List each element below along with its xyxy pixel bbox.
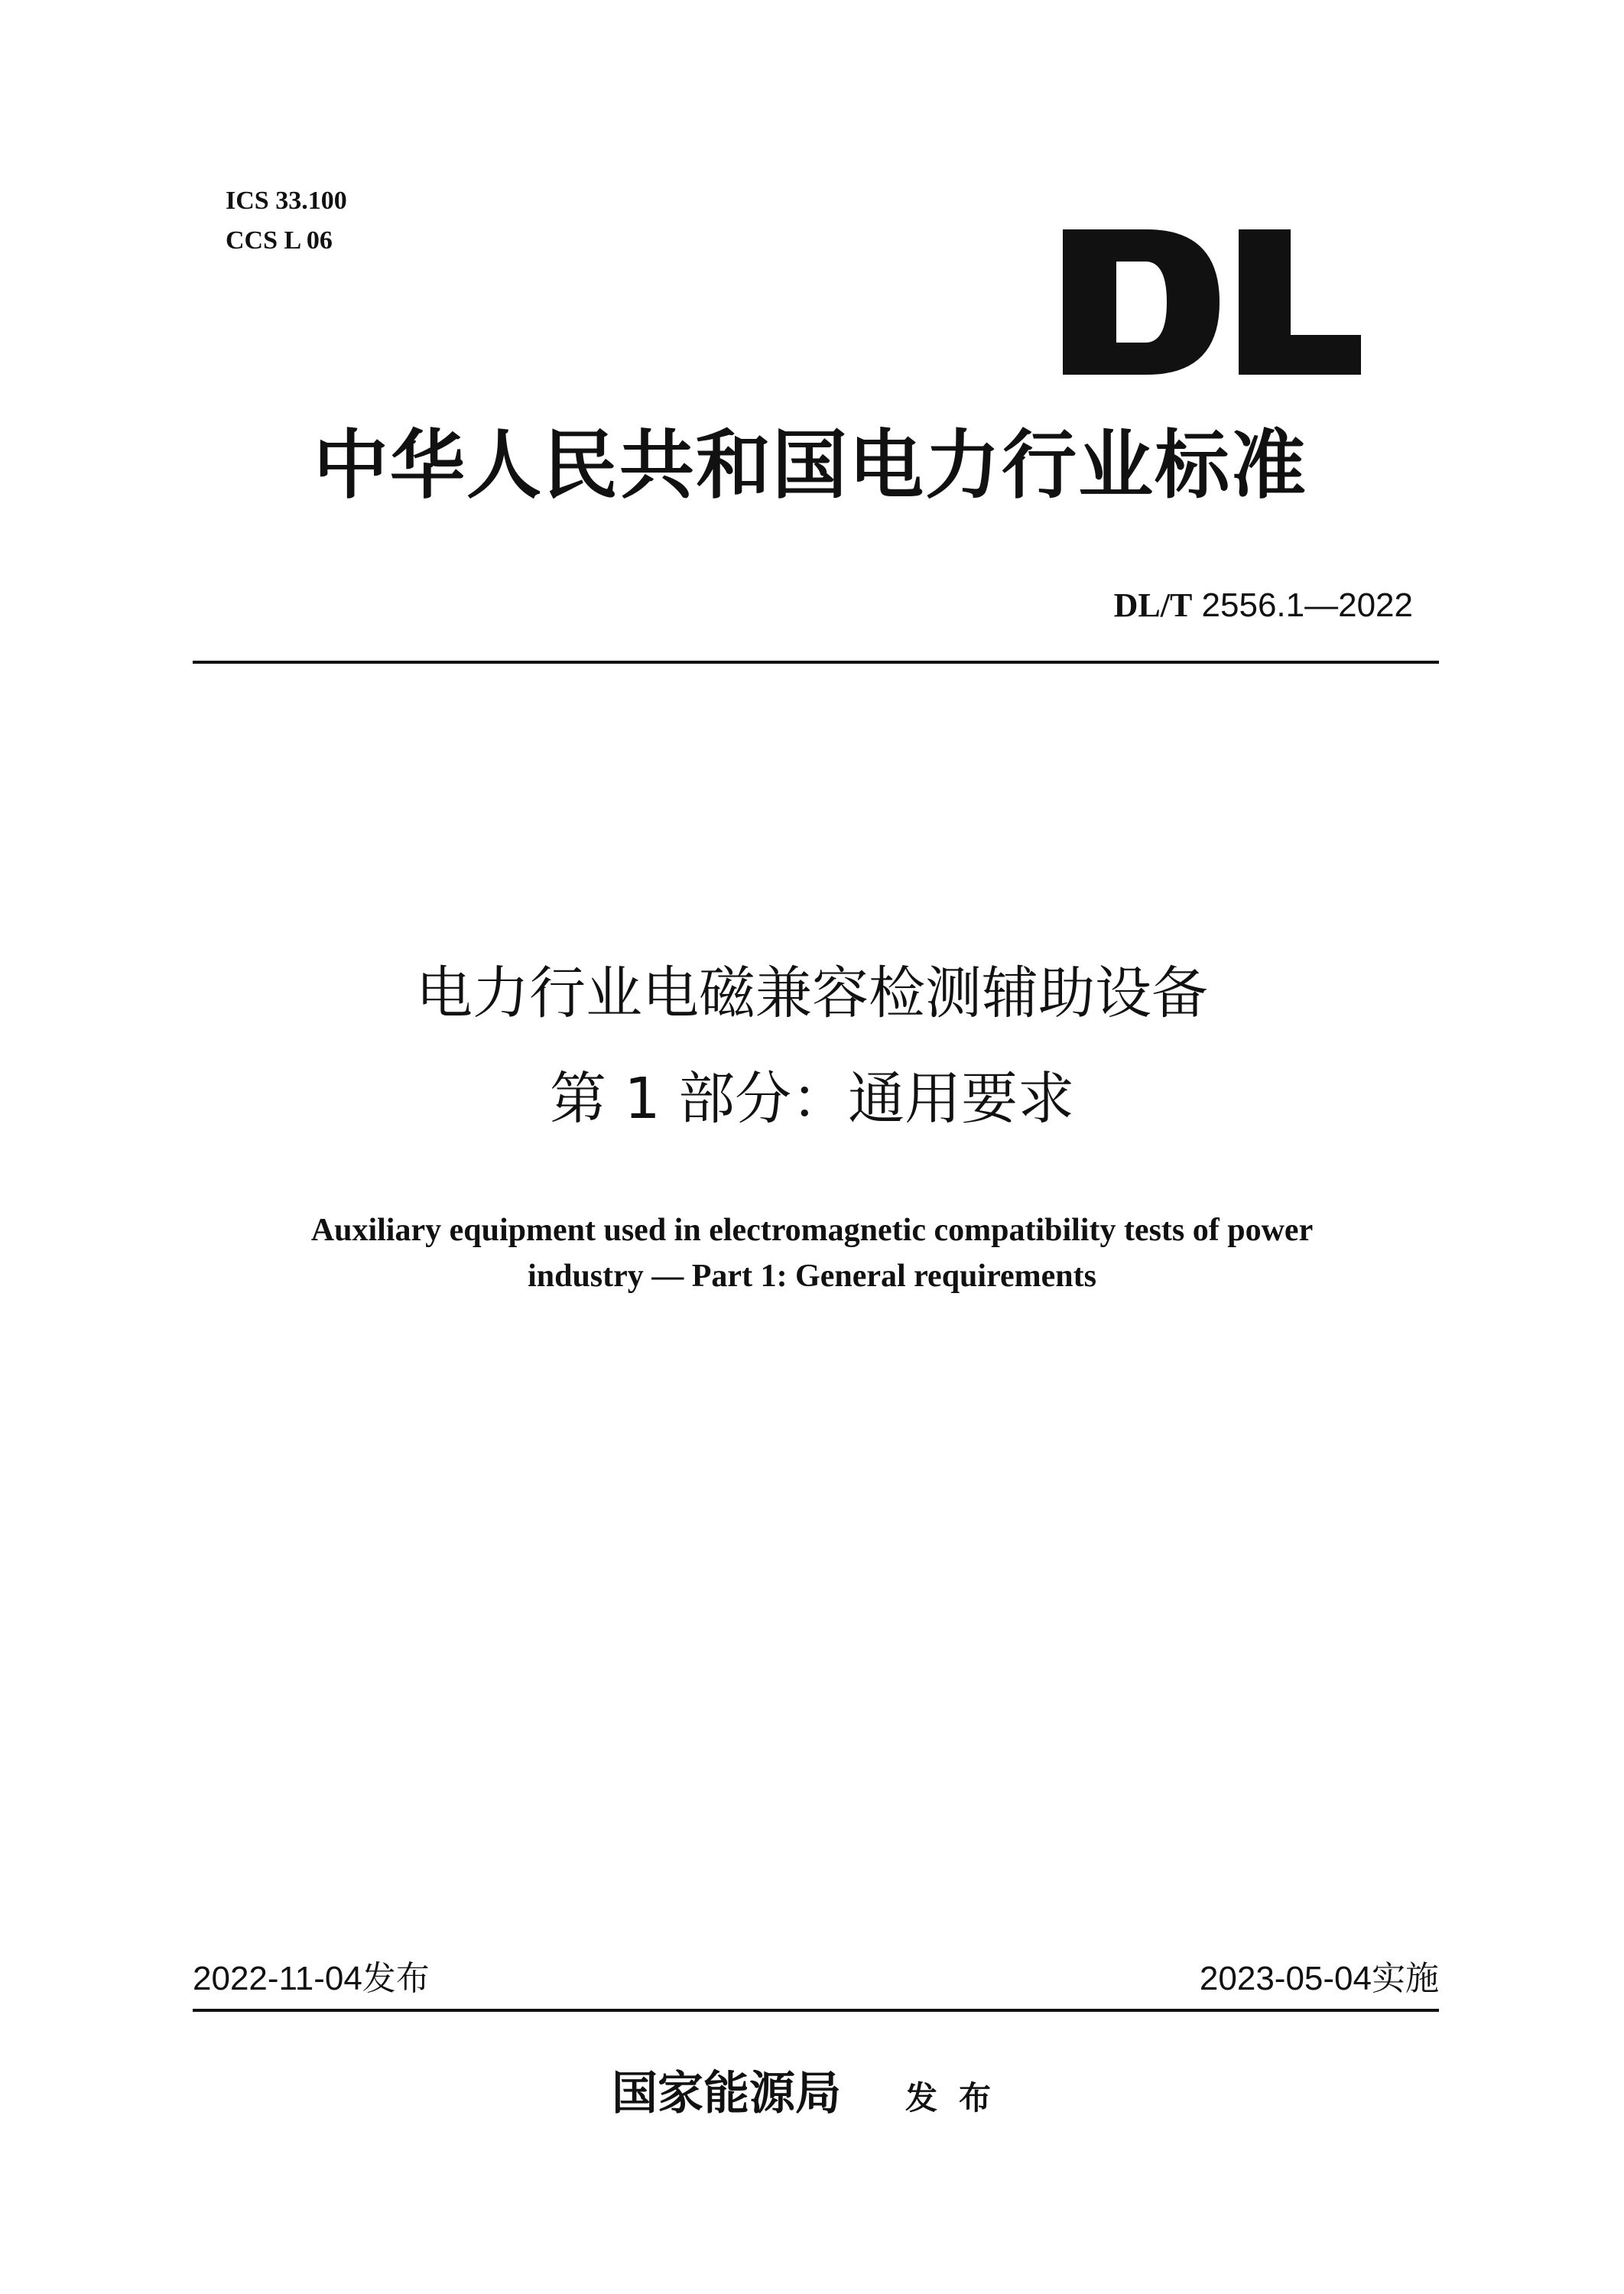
publisher-name: 国家能源局 <box>611 2067 841 2120</box>
english-title-line-2: industry — Part 1: General requirements <box>528 1259 1096 1294</box>
dl-logo <box>1063 229 1361 375</box>
standard-code: 2556.1—2022 <box>1201 586 1413 624</box>
chinese-title-line-2: 第 1 部分：通用要求 <box>549 1066 1075 1132</box>
publisher-action: 发布 <box>905 2079 1012 2117</box>
ics-code: ICS 33.100 <box>226 187 347 215</box>
standard-number <box>1113 586 1413 624</box>
publisher <box>0 2067 1624 2120</box>
ccs-code: CCS L 06 <box>226 226 333 255</box>
dl-logo-letter-d <box>1063 229 1220 375</box>
english-title-line-1: Auxiliary equipment used in electromagnetic compatibility tests of power <box>310 1213 1314 1248</box>
footer-divider <box>193 2009 1439 2012</box>
dl-logo-letter-l <box>1239 229 1361 375</box>
header-divider <box>193 661 1439 664</box>
implementation-date: 2023-05-04实施 <box>1199 1960 1439 1997</box>
issue-date: 2022-11-04发布 <box>193 1960 430 1997</box>
chinese-title-line-1: 电力行业电磁兼容检测辅助设备 <box>416 960 1208 1026</box>
standard-prefix: DL/T <box>1113 586 1193 624</box>
org-title: 中华人民共和国电力行业标准 <box>313 421 1307 509</box>
